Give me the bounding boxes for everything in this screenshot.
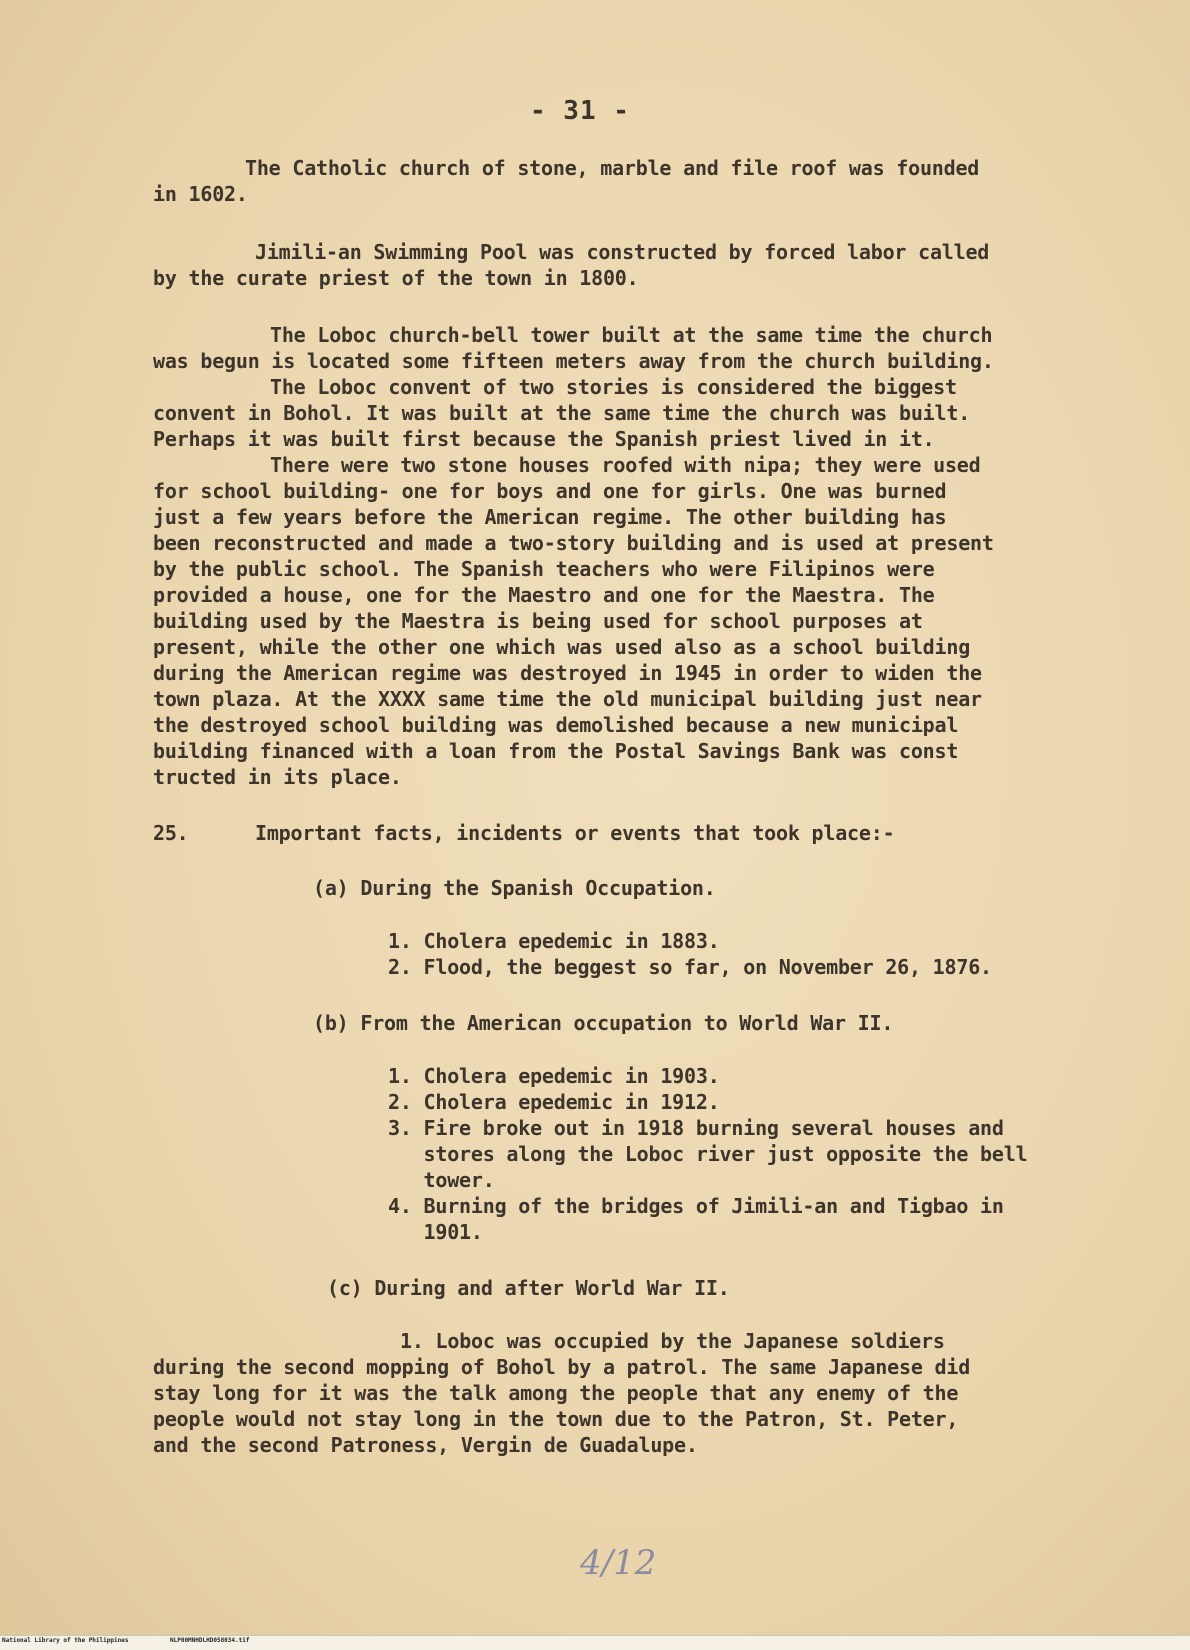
houses-line-9: during the American regime was destroyed in 1945 in order to widen the — [153, 661, 982, 685]
houses-line-8: present, while the other one which was used also as a school building — [153, 635, 971, 659]
houses-line-10: town plaza. At the XXXX same time the old municipal building just near — [153, 687, 982, 711]
pool-line-1: Jimili-an Swimming Pool was constructed by forced labor called — [255, 240, 990, 264]
page-number: - 31 - — [530, 96, 630, 126]
subsection-b-item-1: 1. Cholera epedemic in 1903. — [388, 1064, 720, 1088]
subsection-b-item-4-line-2: 1901. — [388, 1220, 483, 1244]
tower-line-1: The Loboc church-bell tower built at the same time the church — [270, 323, 993, 347]
section-number: 25. — [153, 821, 189, 845]
subsection-b-item-4-line-1: 4. Burning of the bridges of Jimili-an and Tigbao in — [388, 1194, 1004, 1218]
houses-line-12: building financed with a loan from the Postal Savings Bank was const — [153, 739, 959, 763]
houses-line-5: by the public school. The Spanish teachers who were Filipinos were — [153, 557, 935, 581]
subsection-c-title: (c) During and after World War II. — [327, 1276, 730, 1300]
footer-right: NLP00MNHDLHD058034.tif — [170, 1637, 250, 1644]
houses-line-2: for school building- one for boys and one for girls. One was burned — [153, 479, 947, 503]
subsection-a-title: (a) During the Spanish Occupation. — [313, 876, 716, 900]
subsection-c-line-1: 1. Loboc was occupied by the Japanese soldiers — [400, 1329, 945, 1353]
subsection-b-item-3-line-1: 3. Fire broke out in 1918 burning several houses and — [388, 1116, 1004, 1140]
subsection-a-item-2: 2. Flood, the beggest so far, on November 26, 1876. — [388, 955, 992, 979]
houses-line-3: just a few years before the American regime. The other building has — [153, 505, 947, 529]
church-line-2: in 1602. — [153, 182, 248, 206]
church-line-1: The Catholic church of stone, marble and file roof was founded — [245, 156, 980, 180]
subsection-b-item-3-line-3: tower. — [388, 1168, 495, 1192]
subsection-b-item-2: 2. Cholera epedemic in 1912. — [388, 1090, 720, 1114]
houses-line-13: tructed in its place. — [153, 765, 402, 789]
subsection-c-line-3: stay long for it was the talk among the people that any enemy of the — [153, 1381, 959, 1405]
houses-line-4: been reconstructed and made a two-story building and is used at present — [153, 531, 994, 555]
houses-line-7: building used by the Maestra is being used for school purposes at — [153, 609, 923, 633]
tower-line-2: was begun is located some fifteen meters away from the church building. — [153, 349, 994, 373]
footer-left: National Library of the Philippines — [2, 1637, 129, 1644]
section-heading: Important facts, incidents or events that took place:- — [255, 821, 895, 845]
subsection-c-line-5: and the second Patroness, Vergin de Guadalupe. — [153, 1433, 698, 1457]
convent-line-3: Perhaps it was built first because the Spanish priest lived in it. — [153, 427, 935, 451]
subsection-b-title: (b) From the American occupation to World War II. — [313, 1011, 894, 1035]
subsection-b-item-3-line-2: stores along the Loboc river just opposite the bell — [388, 1142, 1028, 1166]
convent-line-1: The Loboc convent of two stories is considered the biggest — [270, 375, 957, 399]
subsection-a-item-1: 1. Cholera epedemic in 1883. — [388, 929, 720, 953]
subsection-c-line-4: people would not stay long in the town due to the Patron, St. Peter, — [153, 1407, 959, 1431]
pool-line-2: by the curate priest of the town in 1800. — [153, 266, 639, 290]
subsection-c-line-2: during the second mopping of Bohol by a patrol. The same Japanese did — [153, 1355, 971, 1379]
houses-line-6: provided a house, one for the Maestro and one for the Maestra. The — [153, 583, 935, 607]
houses-line-1: There were two stone houses roofed with nipa; they were used — [270, 453, 981, 477]
convent-line-2: convent in Bohol. It was built at the same time the church was built. — [153, 401, 971, 425]
scan-footer — [0, 1635, 1190, 1650]
handwritten-note: 4/12 — [580, 1543, 657, 1583]
houses-line-11: the destroyed school building was demolished because a new municipal — [153, 713, 959, 737]
